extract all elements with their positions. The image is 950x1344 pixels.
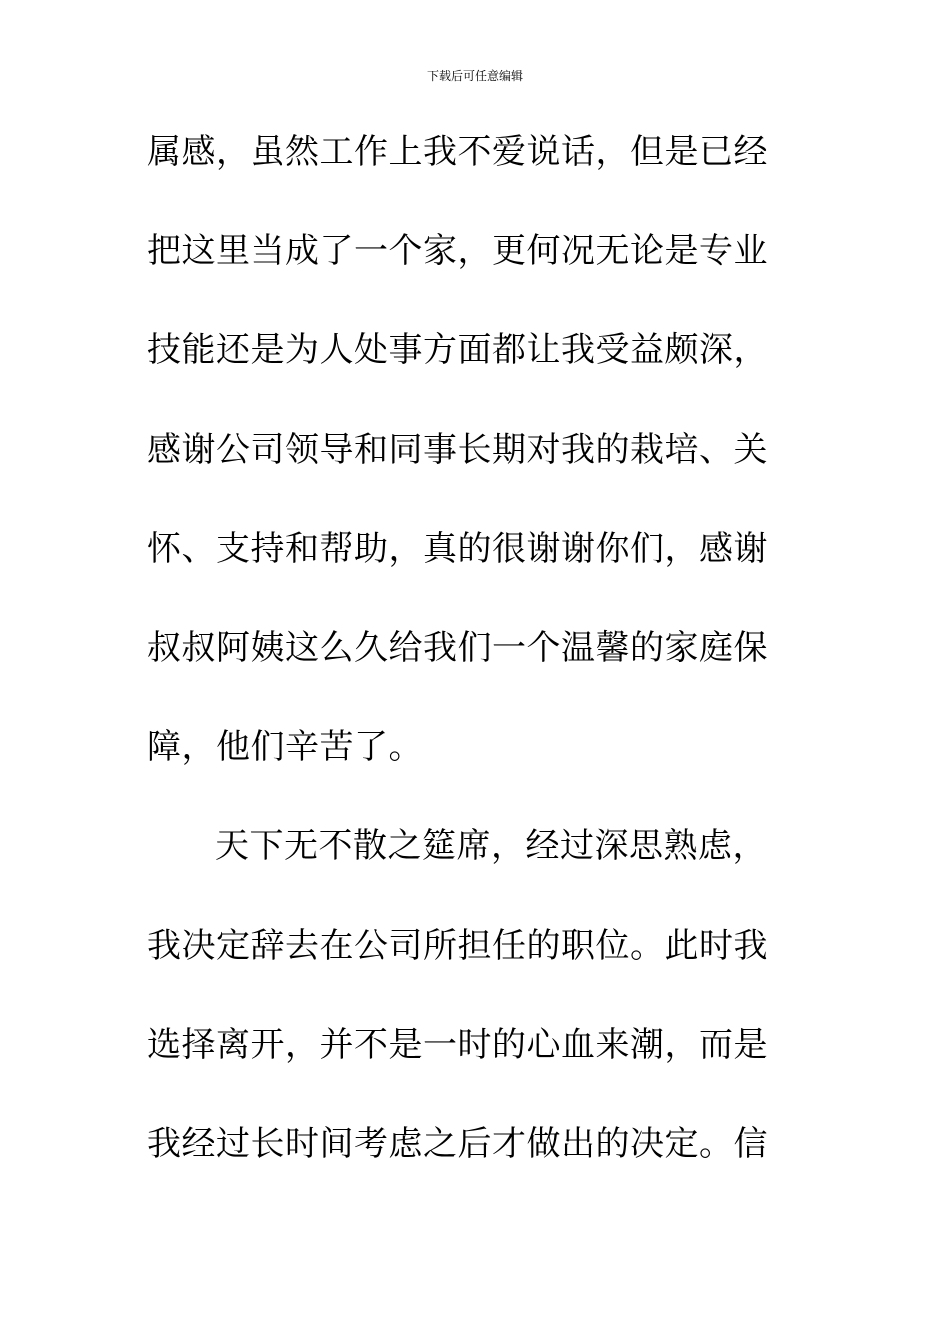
text-line: 叔叔阿姨这么久给我们一个温馨的家庭保: [147, 627, 768, 668]
text-line: 属感，虽然工作上我不爱说话，但是已经: [147, 132, 768, 172]
text-line: 我决定辞去在公司所担任的职位。此时我: [147, 925, 768, 966]
text-line: 障，他们辛苦了。: [147, 727, 423, 768]
text-line: 选择离开，并不是一时的心血来潮，而是: [147, 1024, 768, 1065]
text-line: 技能还是为人处事方面都让我受益颇深，: [147, 330, 768, 371]
text-line: 把这里当成了一个家，更何况无论是专业: [147, 231, 768, 272]
text-line: 感谢公司领导和同事长期对我的栽培、关: [147, 429, 768, 470]
paragraph-first-line: 天下无不散之筵席，经过深思熟虑，: [215, 826, 767, 867]
text-line: 怀、支持和帮助，真的很谢谢你们，感谢: [147, 528, 768, 569]
text-line: 我经过长时间考虑之后才做出的决定。信: [147, 1123, 768, 1164]
document-body: [147, 124, 787, 1215]
page-header: 下载后可任意编辑: [426, 69, 523, 83]
